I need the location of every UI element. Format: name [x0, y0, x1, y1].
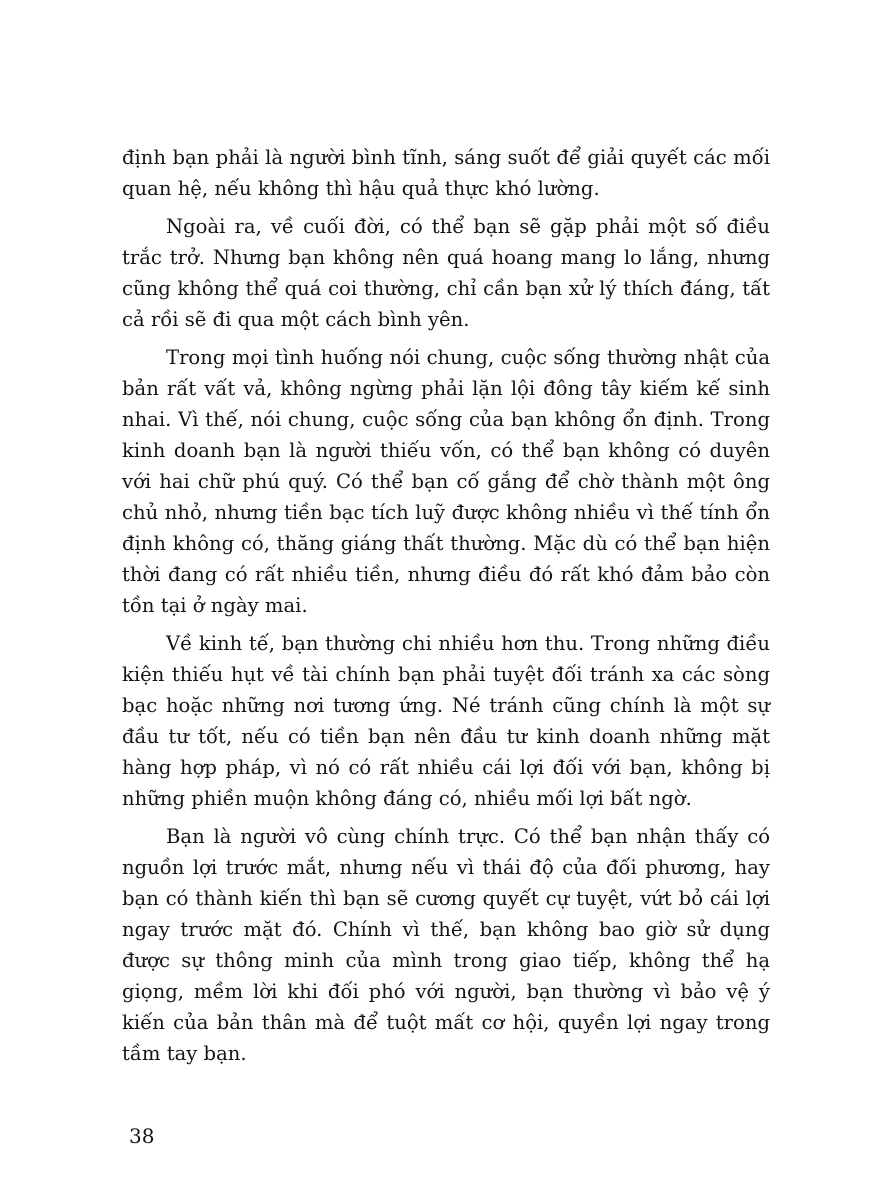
page-body	[122, 142, 770, 1076]
paragraph-late-life: Ngoài ra, về cuối đời, có thể bạn sẽ gặp phải một số điều trắc trở. Nhưng bạn không nên quá hoang mang lo lắng, nhưng cũng không thể quá coi thường, chỉ cần bạn xử lý thích đáng, tất cả rồi sẽ đi qua một cách bình yên.	[122, 215, 770, 331]
paragraph-continued: định bạn phải là người bình tĩnh, sáng suốt để giải quyết các mối quan hệ, nếu không thì hậu quả thực khó lường.	[122, 146, 770, 200]
page-number: 38	[129, 1124, 155, 1148]
paragraph-character: Bạn là người vô cùng chính trực. Có thể bạn nhận thấy có nguồn lợi trước mắt, nhưng nếu vì thái độ của đối phương, hay bạn có thành kiến thì bạn sẽ cương quyết cự tuyệt, vứt bỏ cái lợi ngay trước mặt đó. Chính vì thế, bạn không bao giờ sử dụng được sự thông minh của mình trong giao tiếp, không thể hạ giọng, mềm lời khi đối phó với người, bạn thường vì bảo vệ ý kiến của bản thân mà để tuột mất cơ hội, quyền lợi ngay trong tầm tay bạn.	[122, 825, 770, 1065]
paragraph-finance: Về kinh tế, bạn thường chi nhiều hơn thu. Trong những điều kiện thiếu hụt về tài chính bạn phải tuyệt đối tránh xa các sòng bạc hoặc những nơi tương ứng. Né tránh cũng chính là một sự đầu tư tốt, nếu có tiền bạn nên đầu tư kinh doanh những mặt hàng hợp pháp, vì nó có rất nhiều cái lợi đối với bạn, không bị những phiền muộn không đáng có, nhiều mối lợi bất ngờ.	[122, 632, 770, 810]
paragraph-daily-life: Trong mọi tình huống nói chung, cuộc sống thường nhật của bản rất vất vả, không ngừng phải lặn lội đông tây kiếm kế sinh nhai. Vì thế, nói chung, cuộc sống của bạn không ổn định. Trong kinh doanh bạn là người thiếu vốn, có thể bạn không có duyên với hai chữ phú quý. Có thể bạn cố gắng để chờ thành một ông chủ nhỏ, nhưng tiền bạc tích luỹ được không nhiều vì thế tính ổn định không có, thăng giáng thất thường. Mặc dù có thể bạn hiện thời đang có rất nhiều tiền, nhưng điều đó rất khó đảm bảo còn tồn tại ở ngày mai.	[122, 346, 770, 617]
